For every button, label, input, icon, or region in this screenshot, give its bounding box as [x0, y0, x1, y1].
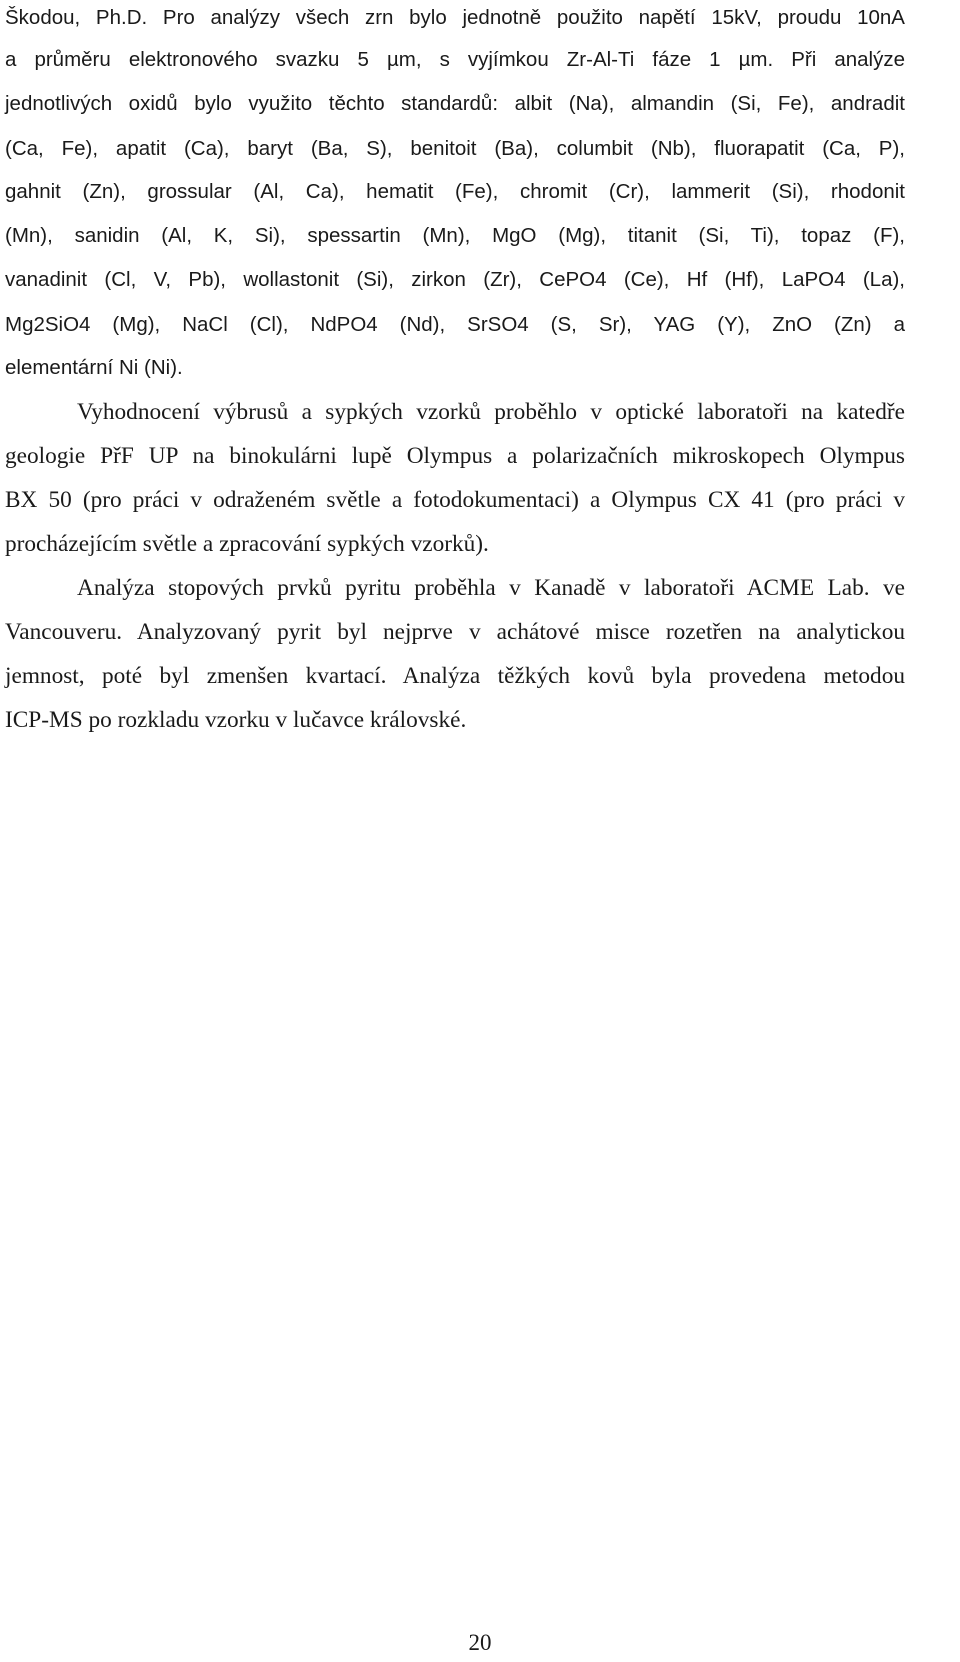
text-line: Mg2SiO4 (Mg), NaCl (Cl), NdPO4 (Nd), SrSO4 (S, Sr), YAG (Y), ZnO (Zn) a	[5, 313, 905, 336]
text-line: ICP-MS po rozkladu vzorku v lučavce královské.	[5, 707, 467, 733]
text-line: Škodou, Ph.D. Pro analýzy všech zrn bylo jednotně použito napětí 15kV, proudu 10nA	[5, 6, 905, 29]
text-line: elementární Ni (Ni).	[5, 356, 183, 379]
text-line: (Mn), sanidin (Al, K, Si), spessartin (Mn), MgO (Mg), titanit (Si, Ti), topaz (F),	[5, 224, 905, 247]
text-line: jemnost, poté byl zmenšen kvartací. Analýza těžkých kovů byla provedena metodou	[5, 663, 905, 689]
text-line: vanadinit (Cl, V, Pb), wollastonit (Si), zirkon (Zr), CePO4 (Ce), Hf (Hf), LaPO4 (La),	[5, 268, 905, 291]
text-line: geologie PřF UP na binokulárni lupě Olympus a polarizačních mikroskopech Olympus	[5, 443, 905, 469]
text-line: Vancouveru. Analyzovaný pyrit byl nejprve v achátové misce rozetřen na analytickou	[5, 619, 905, 645]
text-line: jednotlivých oxidů bylo využito těchto standardů: albit (Na), almandin (Si, Fe), andradit	[5, 92, 905, 115]
page-number: 20	[468, 1630, 492, 1655]
text-line: (Ca, Fe), apatit (Ca), baryt (Ba, S), benitoit (Ba), columbit (Nb), fluorapatit (Ca, P),	[5, 137, 905, 160]
paragraph-first-line: Vyhodnocení výbrusů a sypkých vzorků proběhlo v optické laboratoři na katedře	[77, 399, 905, 425]
paragraph-first-line: Analýza stopových prvků pyritu proběhla v Kanadě v laboratoři ACME Lab. ve	[77, 575, 905, 601]
text-line: BX 50 (pro práci v odraženém světle a fotodokumentaci) a Olympus CX 41 (pro práci v	[5, 487, 905, 513]
text-line: a průměru elektronového svazku 5 µm, s vyjímkou Zr-Al-Ti fáze 1 µm. Při analýze	[5, 48, 905, 71]
text-line: gahnit (Zn), grossular (Al, Ca), hematit (Fe), chromit (Cr), lammerit (Si), rhodonit	[5, 180, 905, 203]
text-line: procházejícím světle a zpracování sypkých vzorků).	[5, 531, 489, 557]
